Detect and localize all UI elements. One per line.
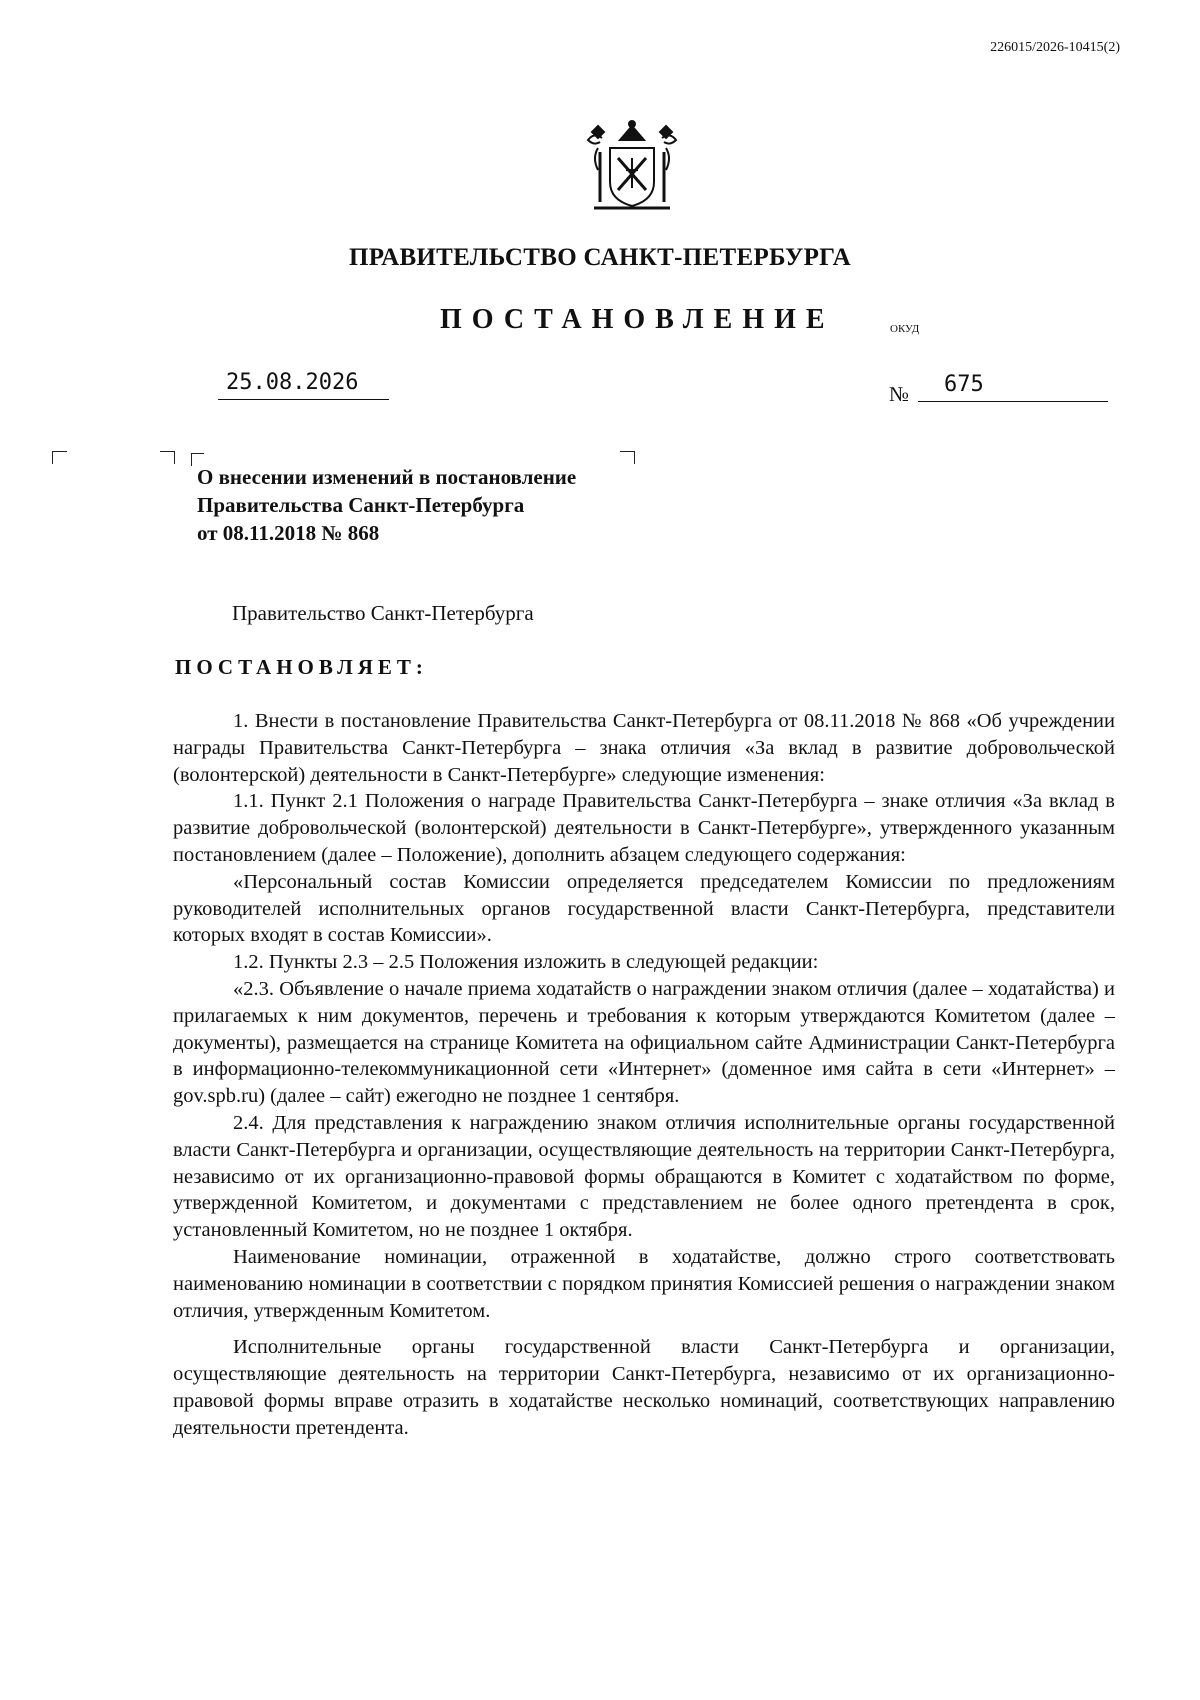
organization-title: ПРАВИТЕЛЬСТВО САНКТ-ПЕТЕРБУРГА bbox=[348, 244, 852, 271]
subject-line: Правительства Санкт-Петербурга bbox=[197, 493, 525, 517]
document-subject bbox=[197, 463, 576, 547]
body-paragraph: «2.3. Объявление о начале приема ходатайств о награждении знаком отличия (далее – ходатайства) и прилагаемых к ним документов, перечень и требования к которым утверждаются Комитетом (далее – документы), размещается на странице Комитета на официальном сайте Администрации Санкт-Петербурга в информационно-телекоммуникационной сети «Интернет» (доменное имя сайта в сети «Интернет» – gov.spb.ru) (далее – сайт) ежегодно не позднее 1 сентября. bbox=[173, 977, 1115, 1108]
issuer-line: Правительство Санкт-Петербурга bbox=[232, 601, 534, 625]
body-paragraph: «Персональный состав Комиссии определяется председателем Комиссии по предложениям руководителей исполнительных органов государственной власти Санкт-Петербурга, представители которых входят в состав Комиссии». bbox=[173, 870, 1115, 947]
corner-mark bbox=[620, 451, 635, 464]
subject-line: от 08.11.2018 № 868 bbox=[197, 521, 380, 545]
corner-mark bbox=[160, 451, 175, 464]
body-paragraph: 1. Внести в постановление Правительства Санкт-Петербурга от 08.11.2018 № 868 «Об учреждении награды Правительства Санкт-Петербурга – знака отличия «За вклад в развитие добровольческой (волонтерской) деятельности в Санкт-Петербурге» следующие изменения: bbox=[173, 710, 1115, 786]
document-date: 25.08.2026 bbox=[218, 370, 389, 400]
body-paragraph: Исполнительные органы государственной власти Санкт-Петербурга и организации, осуществляющие деятельность на территории Санкт-Петербурга, независимо от их организационно-правовой формы вправе отразить в ходатайстве несколько номинаций, соответствующих направлению деятельности претендента. bbox=[173, 1336, 1115, 1439]
document-type-title: ПОСТАНОВЛЕНИЕ bbox=[440, 304, 835, 335]
number-label: № bbox=[889, 382, 910, 406]
subject-line: О внесении изменений в постановление bbox=[197, 465, 577, 489]
decree-word: ПОСТАНОВЛЯЕТ: bbox=[175, 655, 428, 679]
corner-mark bbox=[52, 451, 67, 464]
document-id-number: 226015/2026-10415(2) bbox=[990, 40, 1120, 55]
body-paragraph: Наименование номинации, отраженной в ходатайстве, должно строго соответствовать наименованию номинации в соответствии с порядком принятия Комиссией решения о награждении знаком отличия, утвержденным Комитетом. bbox=[173, 1245, 1115, 1322]
document-number: 675 bbox=[918, 372, 1108, 402]
okud-label: ОКУД bbox=[890, 323, 920, 335]
body-paragraph: 1.1. Пункт 2.1 Положения о награде Правительства Санкт-Петербурга – знаке отличия «За вклад в развитие добровольческой (волонтерской) деятельности в Санкт-Петербурге», утвержденного указанным постановлением (далее – Положение), дополнить абзацем следующего содержания: bbox=[173, 790, 1115, 866]
body-paragraph: 1.2. Пункты 2.3 – 2.5 Положения изложить в следующей редакции: bbox=[233, 951, 819, 974]
body-paragraph: 2.4. Для представления к награждению знаком отличия исполнительные органы государственной власти Санкт-Петербурга и организации, осуществляющие деятельность на территории Санкт-Петербурга, независимо от их организационно-правовой формы обращаются в Комитет с ходатайством по форме, утвержденной Комитетом, и документами с представлением не более одного претендента в срок, установленный Комитетом, но не позднее 1 октября. bbox=[173, 1111, 1115, 1242]
document-body bbox=[173, 708, 1115, 1442]
spb-coat-of-arms-icon bbox=[580, 118, 685, 218]
